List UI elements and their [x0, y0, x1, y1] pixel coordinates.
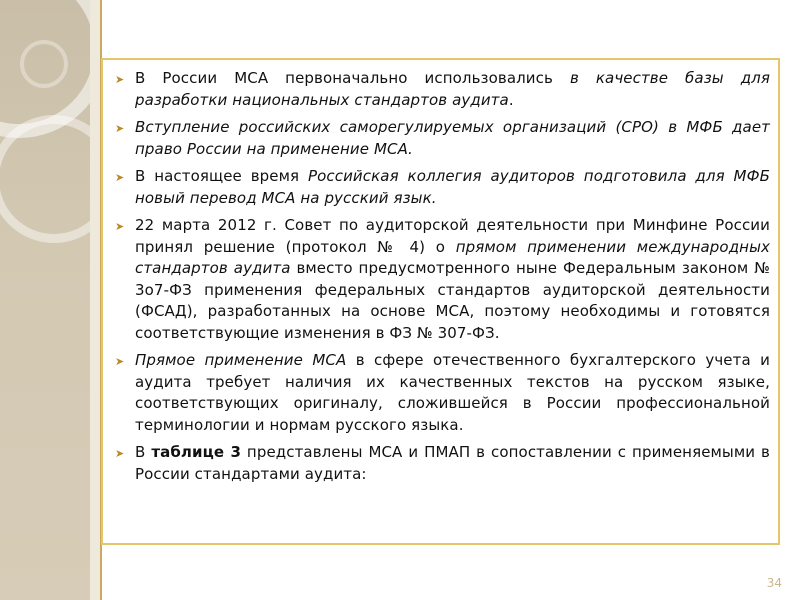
triangle-bullet-icon: ➤: [115, 171, 125, 184]
slide-content-box: [101, 58, 780, 545]
page-number: 34: [766, 576, 782, 590]
triangle-bullet-icon: ➤: [115, 220, 125, 233]
side-stripe: [90, 0, 100, 600]
bullet-item: ➤ В России МСА первоначально использовались в качестве базы для разработки национальных стандартов аудита.: [115, 69, 770, 109]
decorative-ring: [0, 115, 90, 243]
bullet-item: ➤ В настоящее время Российская коллегия аудиторов подготовила для МФБ новый перевод МСА на русский язык.: [115, 167, 770, 207]
decorative-side-panel: [0, 0, 90, 600]
triangle-bullet-icon: ➤: [115, 122, 125, 135]
triangle-bullet-icon: ➤: [115, 447, 125, 460]
triangle-bullet-icon: ➤: [115, 73, 125, 86]
bullet-item: ➤ Вступление российских саморегулируемых организаций (СРО) в МФБ дает право России на применение МСА.: [115, 118, 770, 158]
bullet-item: ➤ Прямое применение МСА в сфере отечественного бухгалтерского учета и аудита требует наличия их качественных текстов на русском языке, соответствующих оригиналу, сложившейся в России профессиональной терминологии и нормам русского языка.: [115, 351, 770, 434]
decorative-ring: [20, 40, 68, 88]
bullet-item: ➤ В таблице 3 представлены МСА и ПМАП в сопоставлении с применяемыми в России стандартами аудита:: [115, 443, 770, 483]
bullet-item: ➤ 22 марта 2012 г. Совет по аудиторской деятельности при Минфине России принял решение (протокол № 4) о прямом применении международных стандартов аудита вместо предусмотренного ныне Федеральным законом № 3о7-ФЗ применения федеральных стандартов аудиторской деятельности (ФСАД), разработанных на основе МСА, поэтому необходимы и готовятся соответствующие изменения в ФЗ № 307-ФЗ.: [115, 216, 770, 342]
bullet-list: [103, 60, 778, 485]
triangle-bullet-icon: ➤: [115, 355, 125, 368]
